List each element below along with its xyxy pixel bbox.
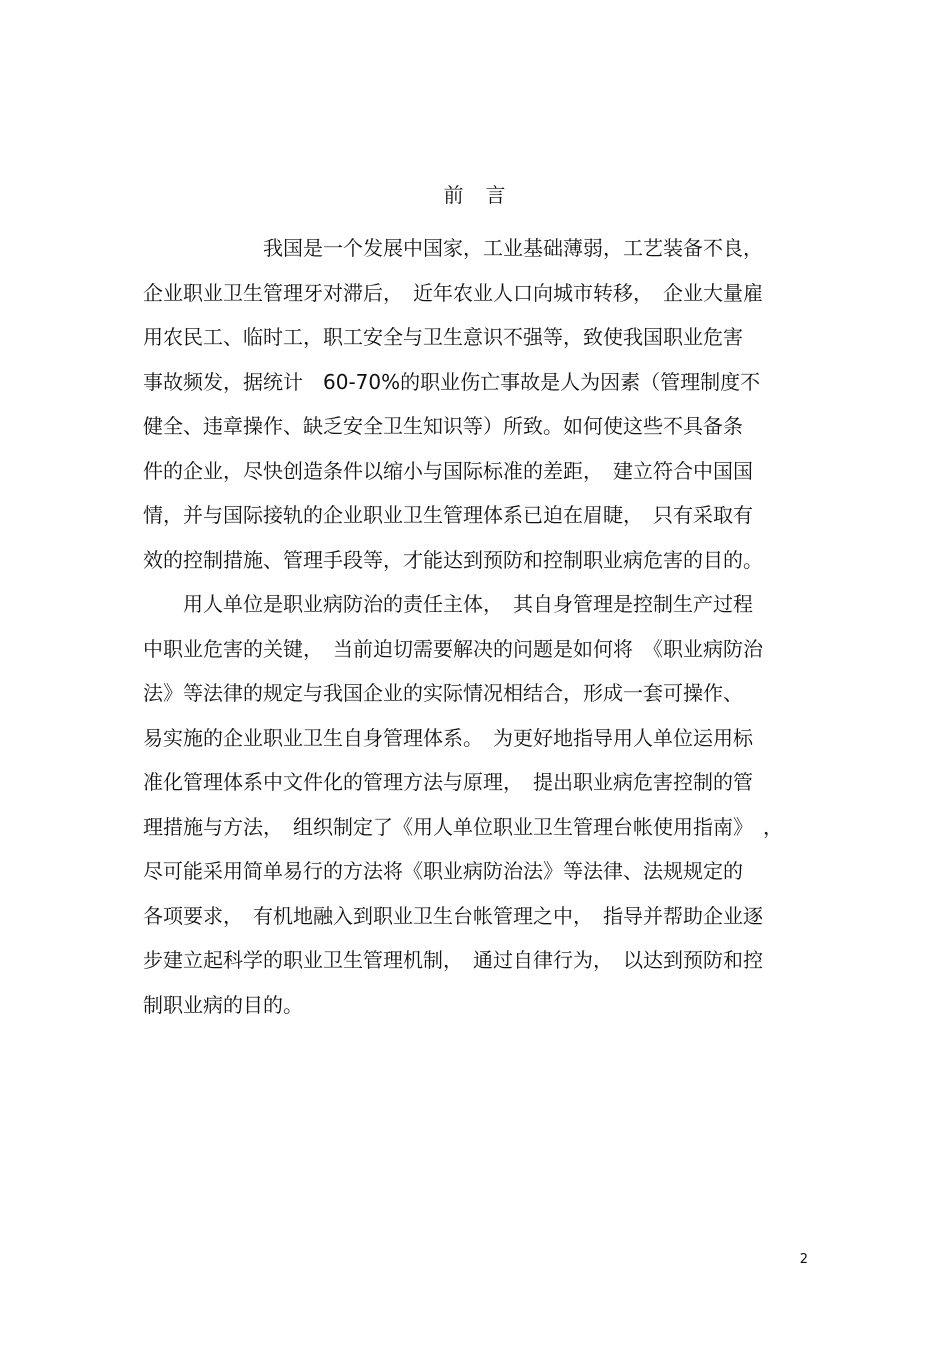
preface-body (143, 233, 813, 1034)
text-line: 尽可能采用简单易行的方法将《职业病防治法》等法律、法规规定的 (143, 859, 743, 883)
page-number: 2 (799, 1252, 808, 1267)
text-line: 易实施的企业职业卫生自身管理体系。 为更好地指导用人单位运用标 (143, 725, 753, 750)
text-line: 健全、违章操作、缺乏安全卫生知识等）所致。如何使这些不具备条 (143, 414, 743, 438)
text-line: 各项要求， 有机地融入到职业卫生台帐管理之中， 指导并帮助企业逐 (143, 903, 763, 928)
page-title: 前 言 (443, 183, 507, 207)
text-line: 情，并与国际接轨的企业职业卫生管理体系已迫在眉睫， 只有采取有 (143, 503, 753, 527)
text-line: 事故频发，据统计 60-70%的职业伤亡事故是人为因素（管理制度不 (143, 369, 761, 394)
text-line: 制职业病的目的。 (143, 992, 303, 1017)
text-line: 中职业危害的关键， 当前迫切需要解决的问题是如何将 《职业病防治 (143, 636, 763, 661)
text-line: 准化管理体系中文件化的管理方法与原理， 提出职业病危害控制的管 (143, 770, 753, 794)
text-line: 效的控制措施、管理手段等，才能达到预防和控制职业病危害的目的。 (143, 547, 763, 572)
text-line: 用农民工、临时工，职工安全与卫生意识不强等，致使我国职业危害 (143, 325, 743, 349)
text-line: 法》等法律的规定与我国企业的实际情况相结合，形成一套可操作、 (143, 681, 743, 705)
text-line: 用人单位是职业病防治的责任主体， 其自身管理是控制生产过程 (143, 592, 753, 616)
text-line: 件的企业，尽快创造条件以缩小与国际标准的差距， 建立符合中国国 (143, 458, 753, 483)
text-line: 我国是一个发展中国家，工业基础薄弱，工艺装备不良， (143, 236, 763, 260)
text-line: 步建立起科学的职业卫生管理机制， 通过自律行为， 以达到预防和控 (143, 948, 763, 972)
text-line: 企业职业卫生管理牙对滞后， 近年农业人口向城市转移， 企业大量雇 (143, 280, 763, 305)
text-line: 理措施与方法， 组织制定了《用人单位职业卫生管理台帐使用指南》 ， (143, 814, 783, 839)
